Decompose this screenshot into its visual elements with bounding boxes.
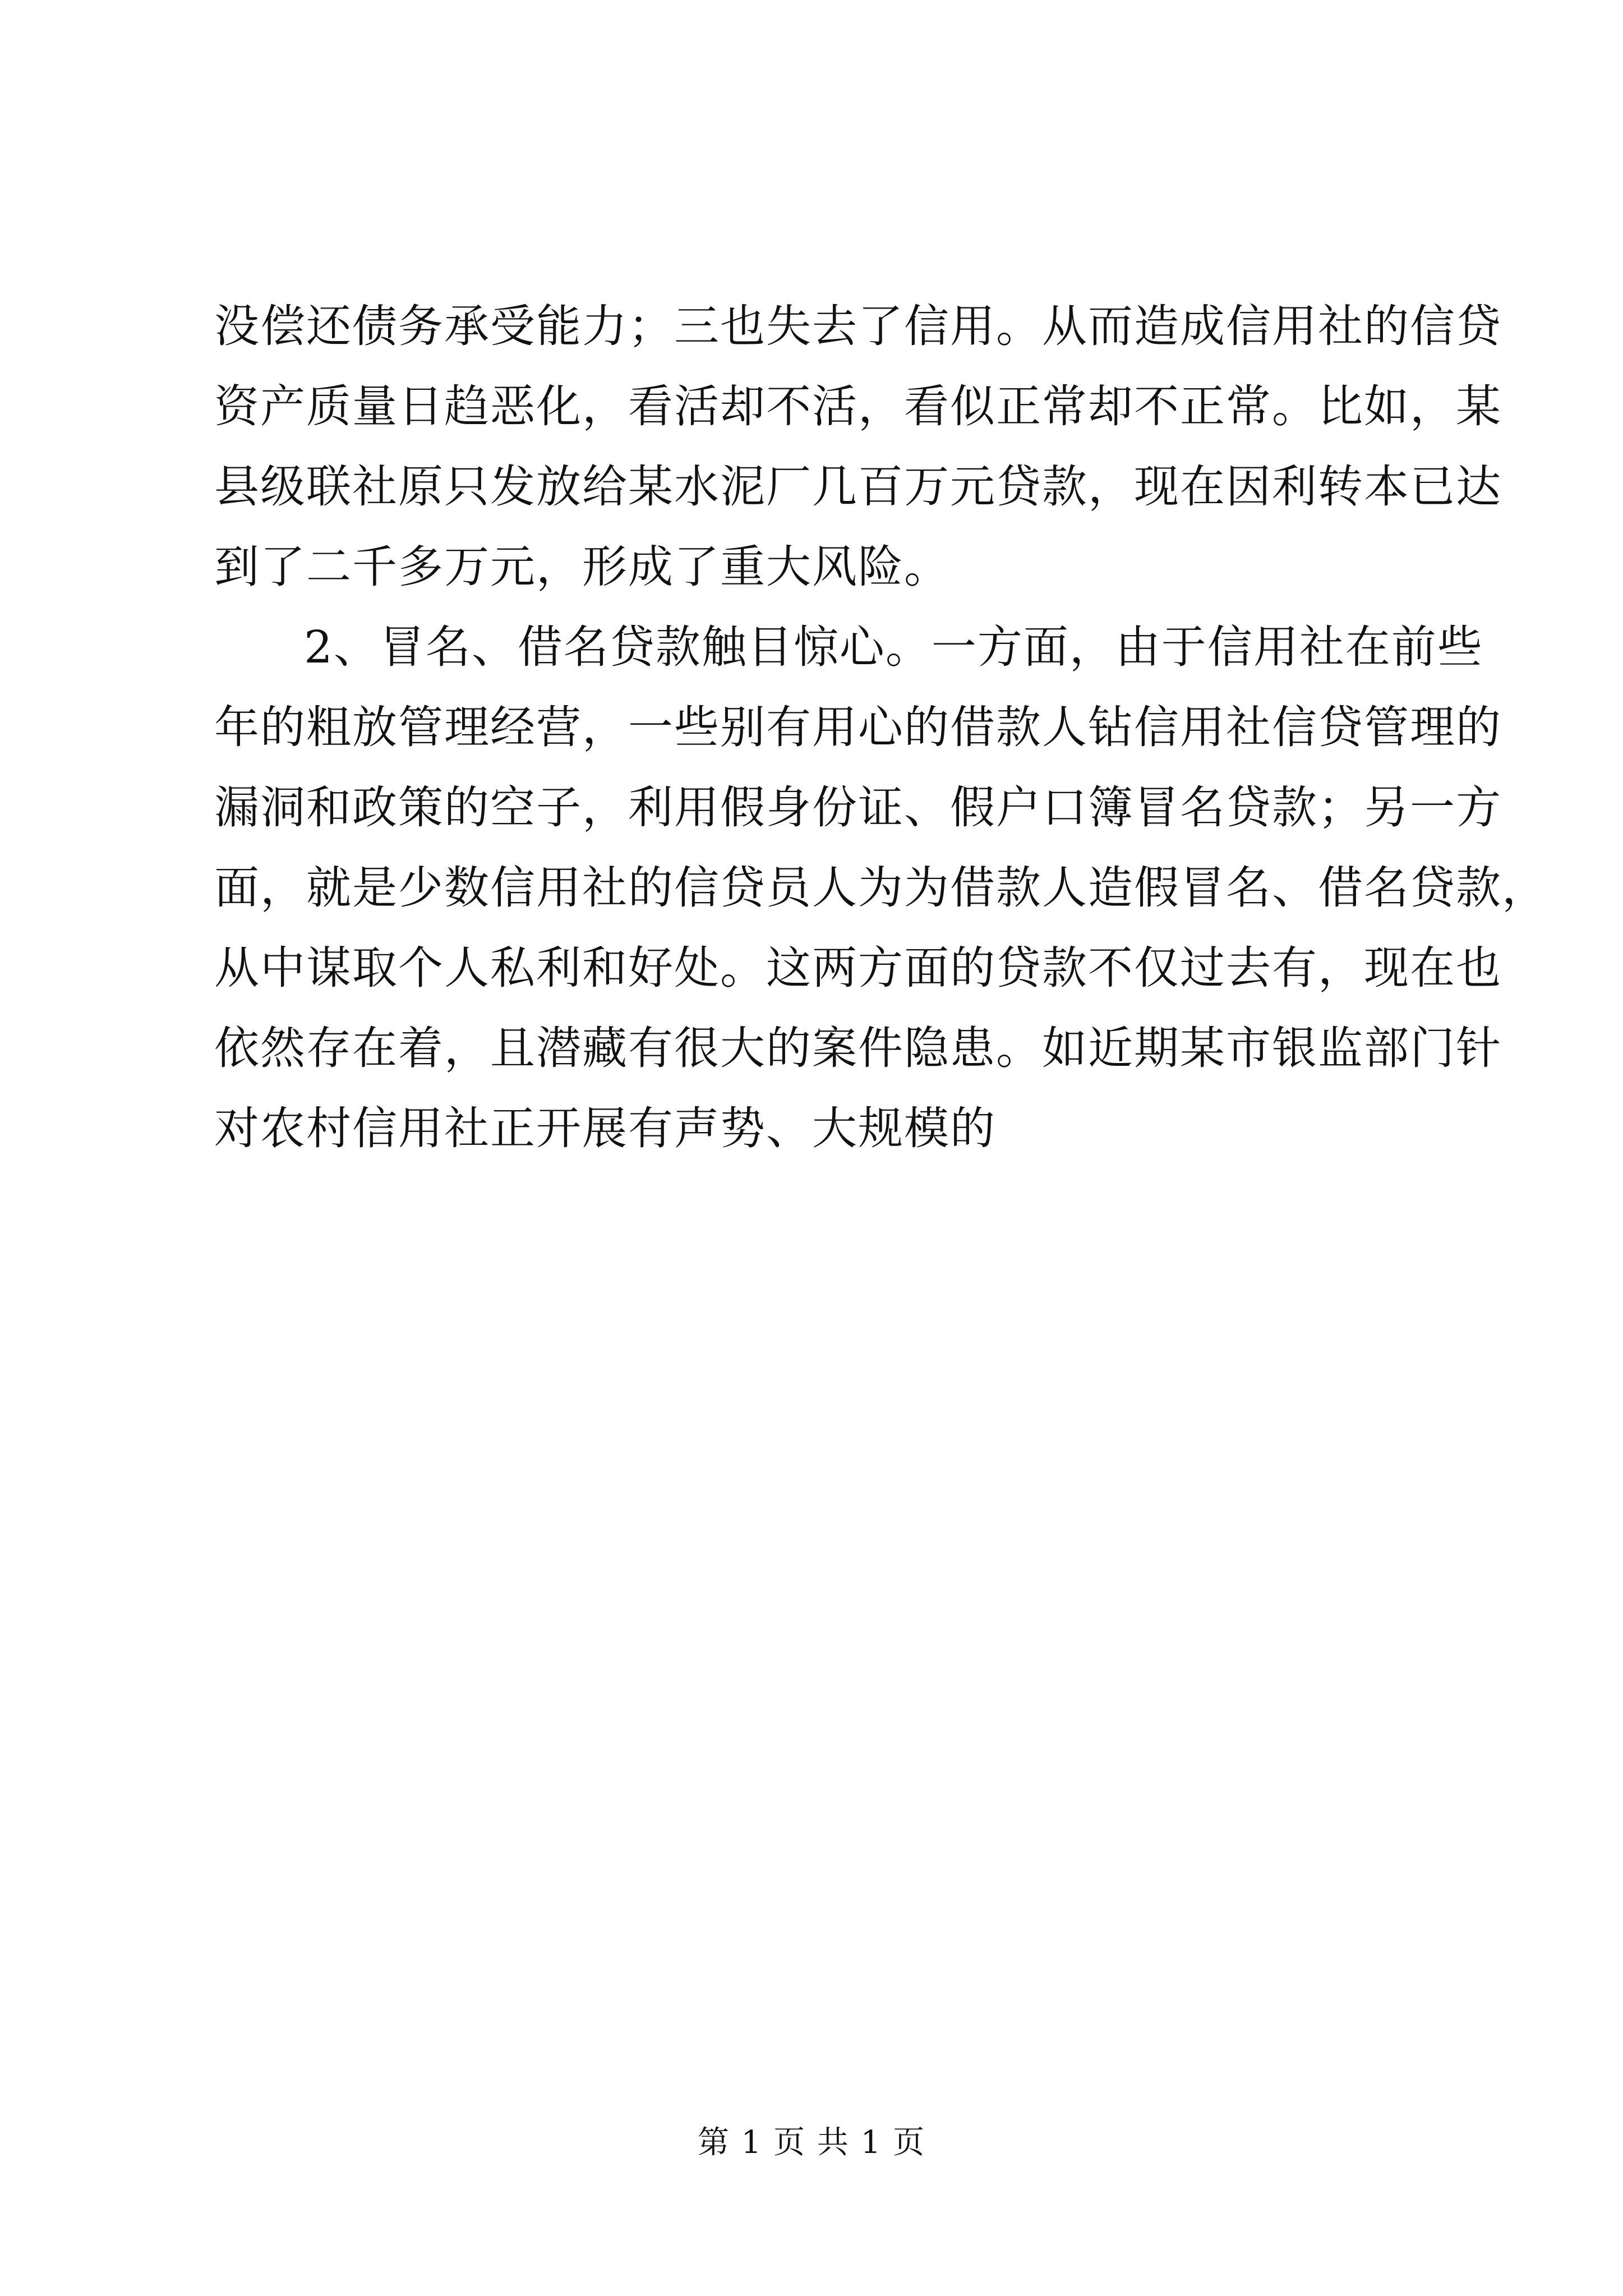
text-line: 2、冒名、借名贷款触目惊心。一方面，由于信用社在前些	[304, 621, 1483, 673]
text-line: 县级联社原只发放给某水泥厂几百万元贷款，现在因利转本已达	[214, 461, 1502, 513]
text-line: 依然存在着，且潜藏有很大的案件隐患。如近期某市银监部门针	[214, 1022, 1502, 1074]
text-line: 资产质量日趋恶化，看活却不活，看似正常却不正常。比如，某	[214, 380, 1502, 432]
text-line: 对农村信用社正开展有声势、大规模的	[214, 1102, 996, 1154]
text-line: 从中谋取个人私利和好处。这两方面的贷款不仅过去有，现在也	[214, 942, 1502, 994]
text-line: 面，就是少数信用社的信贷员人为为借款人造假冒名、借名贷款，	[214, 862, 1548, 914]
text-line: 年的粗放管理经营，一些别有用心的借款人钻信用社信贷管理的	[214, 701, 1502, 753]
text-line: 没偿还债务承受能力；三也失去了信用。从而造成信用社的信贷	[214, 300, 1502, 352]
paragraph-1	[214, 286, 1502, 607]
text-line: 漏洞和政策的空子，利用假身份证、假户口簿冒名贷款；另一方	[214, 781, 1502, 834]
document-body	[214, 286, 1548, 1168]
paragraph-2	[214, 607, 1548, 1168]
page-number-footer: 第 1 页 共 1 页	[697, 2124, 926, 2161]
text-line: 到了二千多万元，形成了重大风险。	[214, 541, 950, 593]
